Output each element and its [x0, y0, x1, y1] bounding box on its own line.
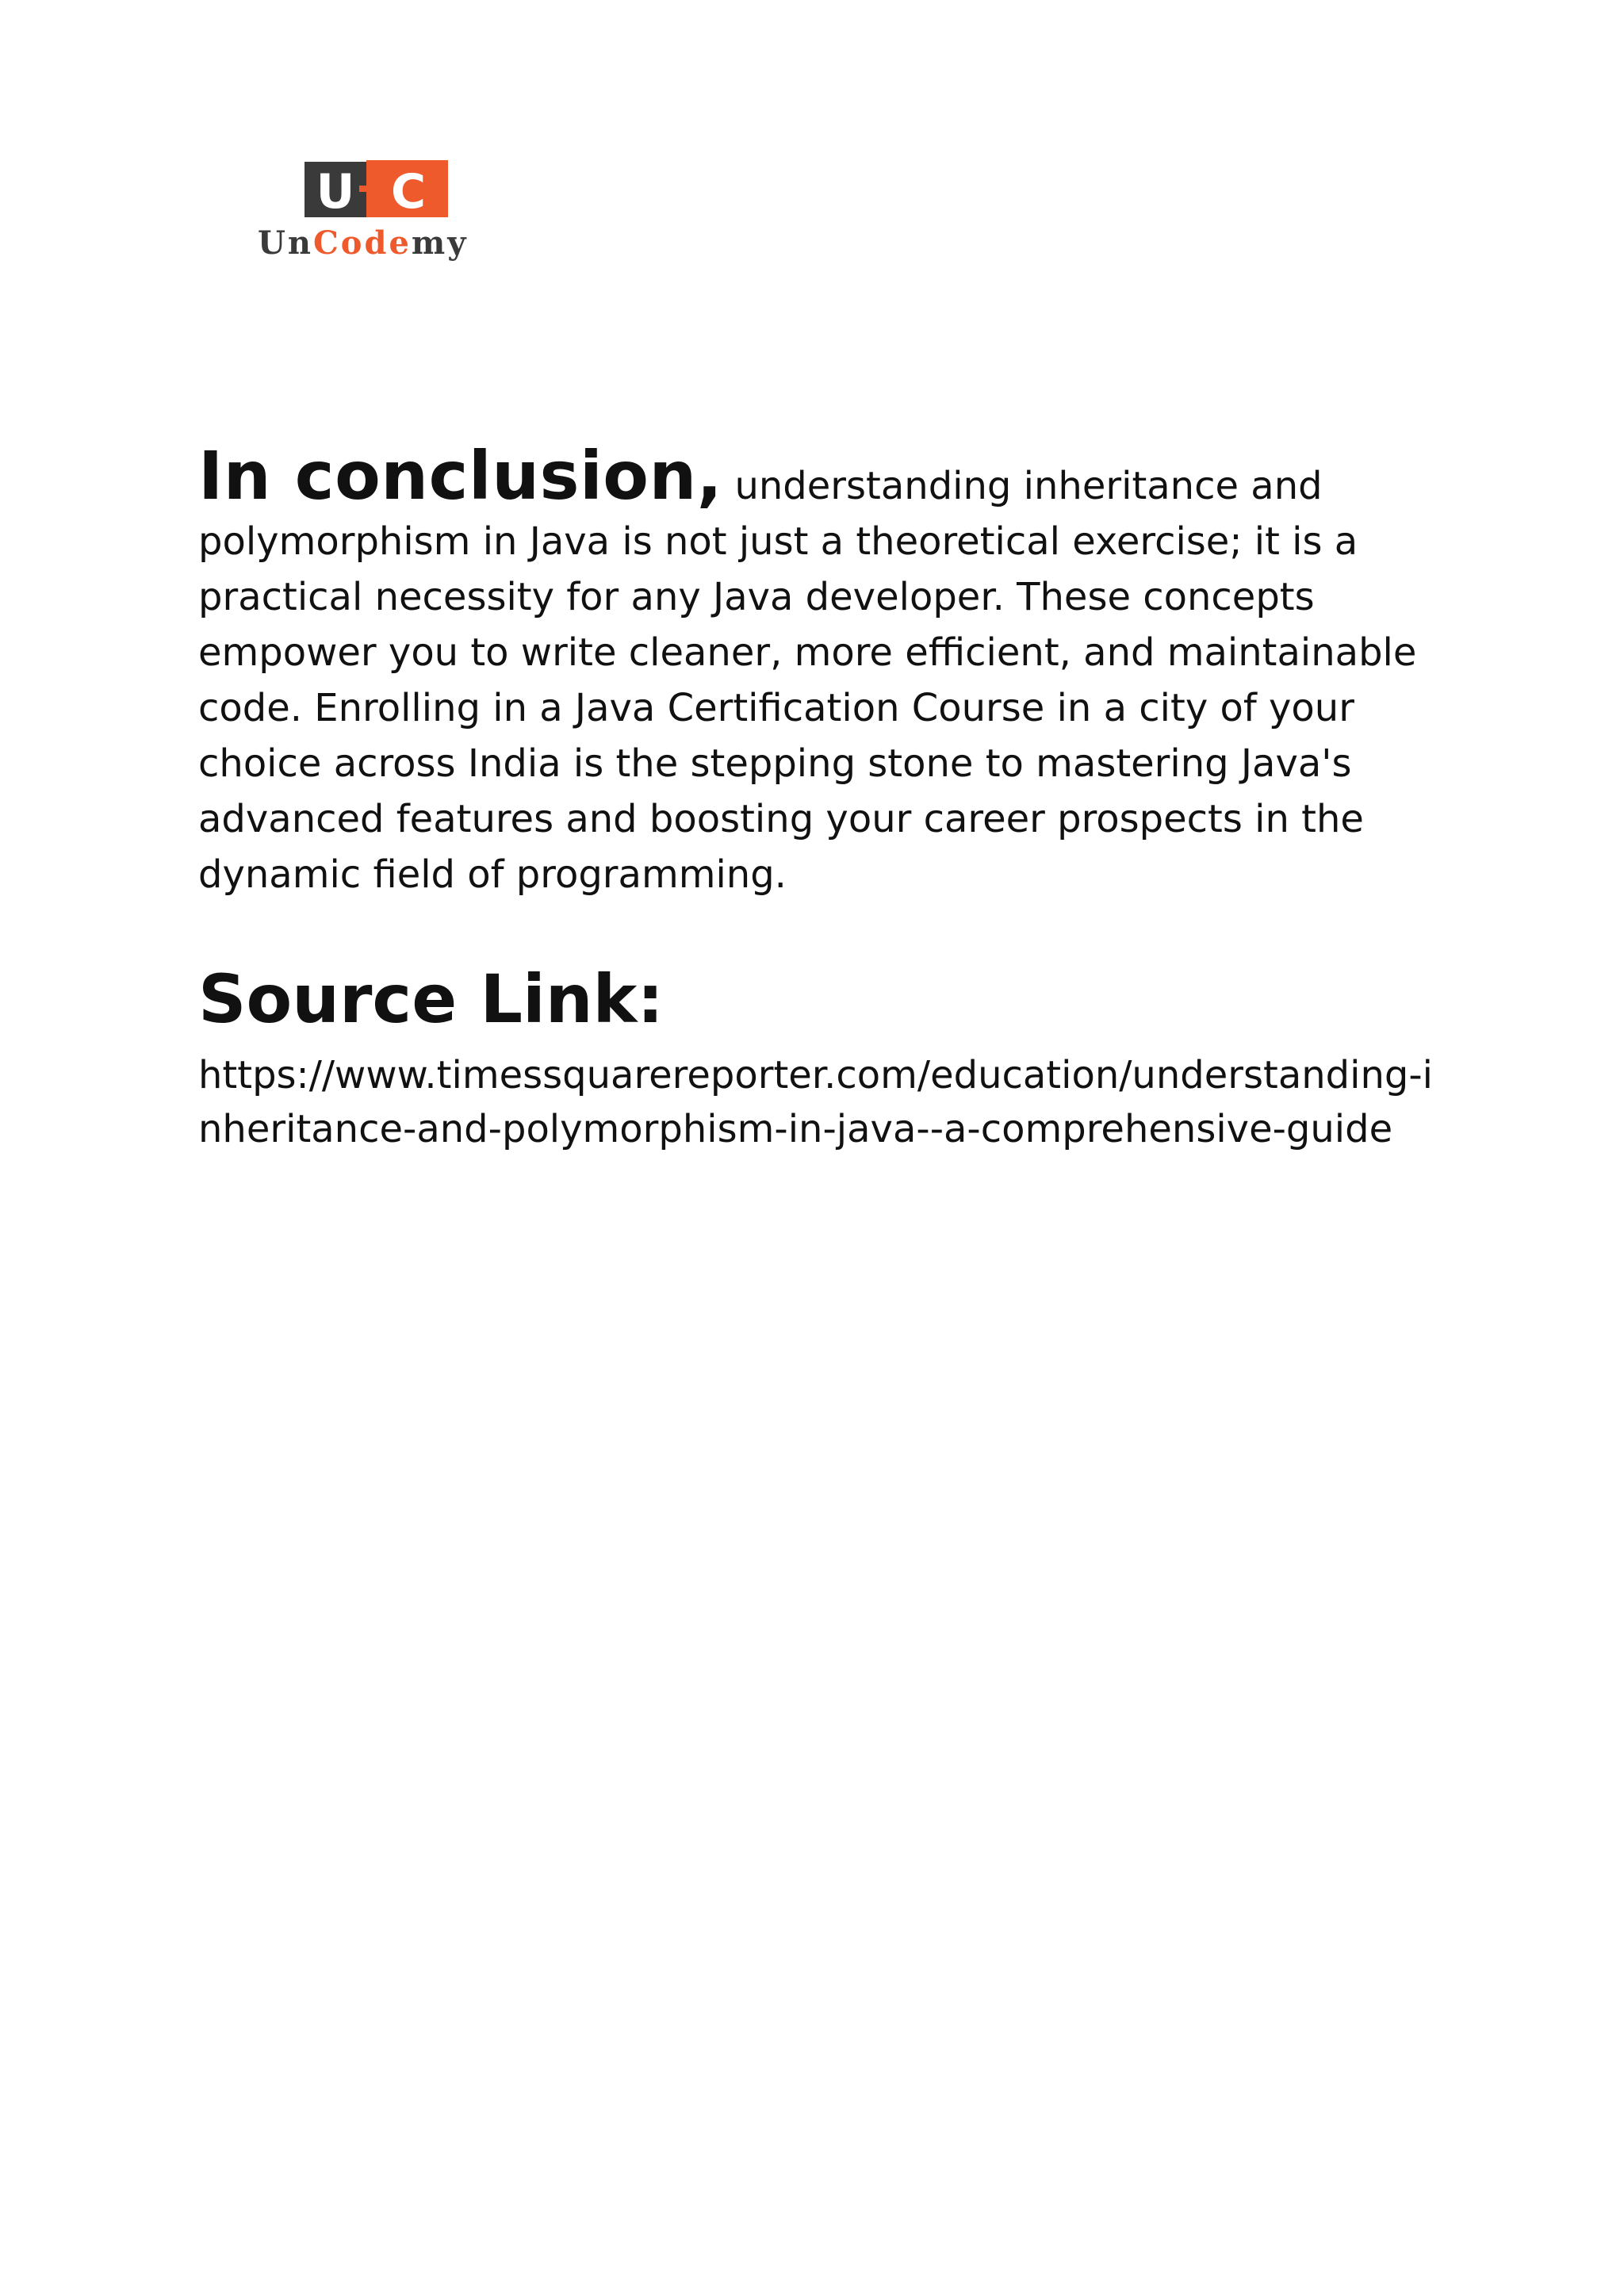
logo-mark-c: C: [390, 164, 427, 220]
document-content: [198, 437, 1435, 1156]
logo-wordmark-un: Un: [258, 224, 313, 262]
logo-mark-dot: [359, 186, 369, 192]
logo-mark-u: U: [316, 164, 355, 220]
logo-wordmark-code: Code: [312, 224, 412, 262]
logo-wordmark: [258, 224, 468, 262]
logo-wordmark-my: my: [411, 224, 469, 262]
source-link-heading: Source Link:: [198, 960, 665, 1038]
logo-svg: [258, 160, 511, 263]
uncodemy-logo: [258, 160, 511, 263]
conclusion-paragraph: [198, 437, 1435, 902]
source-link-url[interactable]: https://www.timessquarereporter.com/education/understanding-inheritance-and-polymorphism-in-java--a-comprehensive-guide: [198, 1053, 1433, 1151]
conclusion-body: understanding inheritance and polymorphism in Java is not just a theoretical exercise; it is a practical necessity for any Java developer. These concepts empower you to write cleaner, more efficient, and maintainable code. Enrolling in a Java Certification Course in a city of your choice across India is the stepping stone to mastering Java's advanced features and boosting your career prospects in the dynamic field of programming.: [198, 464, 1417, 897]
conclusion-lead: In conclusion,: [198, 437, 723, 515]
